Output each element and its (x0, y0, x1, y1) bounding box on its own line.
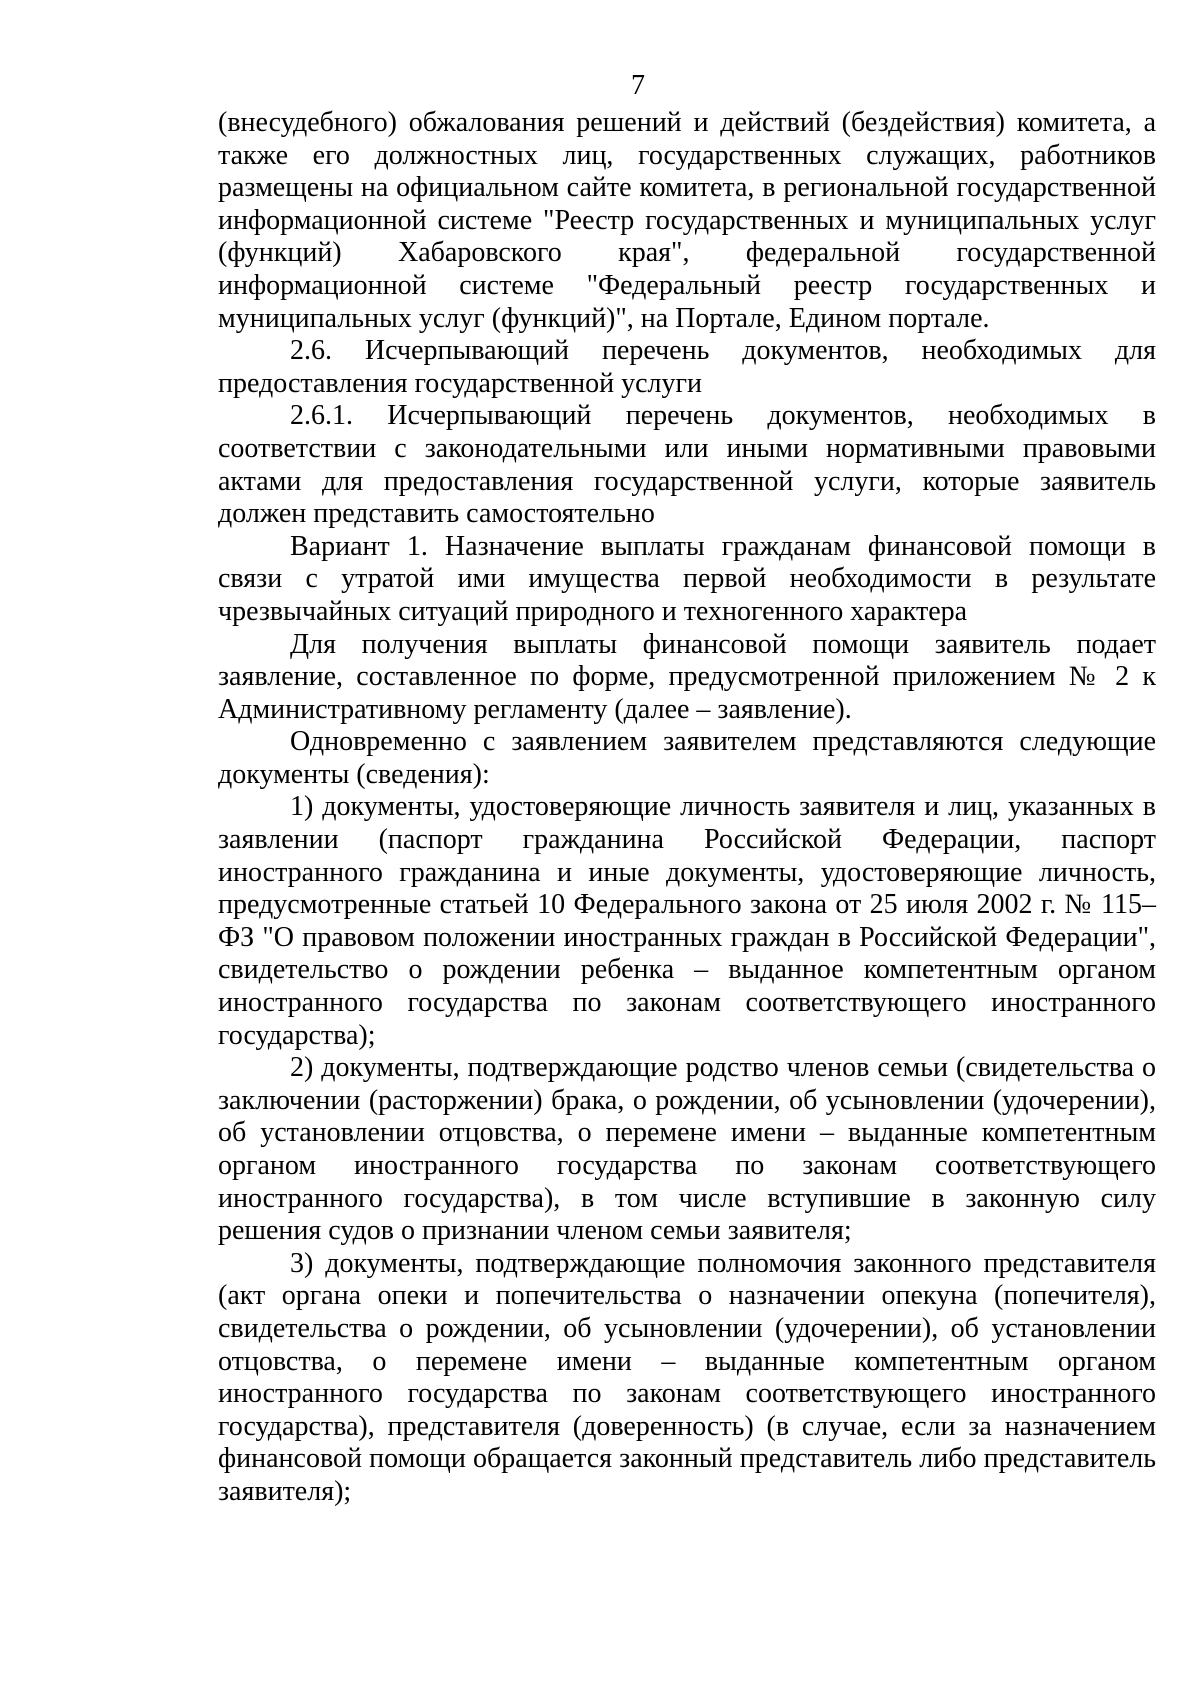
paragraph-variant-1: Вариант 1. Назначение выплаты гражданам финансовой помощи в связи с утратой ими имущества первой необходимости в результате чрезвычайных ситуаций природного и техногенного характера (218, 530, 1156, 627)
section-heading-2-6: 2.6. Исчерпывающий перечень документов, необходимых для предоставления государственной услуги (218, 335, 1156, 399)
page-number: 7 (631, 70, 645, 101)
paragraph-appeal-info: (внесудебного) обжалования решений и действий (бездействия) комитета, а также его должностных лиц, государственных служащих, работников размещены на официальном сайте комитета, в региональной государственной информационной системе "Реестр государственных и муниципальных услуг (функций) Хабаровского края", федеральной государственной информационной системе "Федеральный реестр государственных и муниципальных услуг (функций)", на Портале, Едином портале. (218, 107, 1156, 334)
paragraph-documents-intro: Одновременно с заявлением заявителем представляются следующие документы (сведения): (218, 726, 1156, 790)
list-item-1: 1) документы, удостоверяющие личность заявителя и лиц, указанных в заявлении (паспорт гражданина Российской Федерации, паспорт иностранного гражданина и иные документы, удостоверяющие личность, предусмотренные статьей 10 Федерального закона от 25 июля 2002 г. № 115–ФЗ "О правовом положении иностранных граждан в Российской Федерации", свидетельство о рождении ребенка – выданное компетентным органом иностранного государства по законам соответствующего иностранного государства); (218, 791, 1156, 1051)
document-body (218, 107, 1156, 1509)
list-item-2: 2) документы, подтверждающие родство членов семьи (свидетельства о заключении (расторжении) брака, о рождении, об усыновлении (удочерении), об установлении отцовства, о перемене имени – выданные компетентным органом иностранного государства по законам соответствующего иностранного государства), в том числе вступившие в законную силу решения судов о признании членом семьи заявителя; (218, 1052, 1156, 1247)
section-heading-2-6-1: 2.6.1. Исчерпывающий перечень документов, необходимых в соответствии с законодательными или иными нормативными правовыми актами для предоставления государственной услуги, которые заявитель должен представить самостоятельно (218, 400, 1156, 530)
paragraph-application: Для получения выплаты финансовой помощи заявитель подает заявление, составленное по форме, предусмотренной приложением № 2 к Административному регламенту (далее – заявление). (218, 628, 1156, 725)
list-item-3: 3) документы, подтверждающие полномочия законного представителя (акт органа опеки и попечительства о назначении опекуна (попечителя), свидетельства о рождении, об усыновлении (удочерении), об установлении отцовства, о перемене имени – выданные компетентным органом иностранного государства по законам соответствующего иностранного государства), представителя (доверенность) (в случае, если за назначением финансовой помощи обращается законный представитель либо представитель заявителя); (218, 1247, 1156, 1507)
